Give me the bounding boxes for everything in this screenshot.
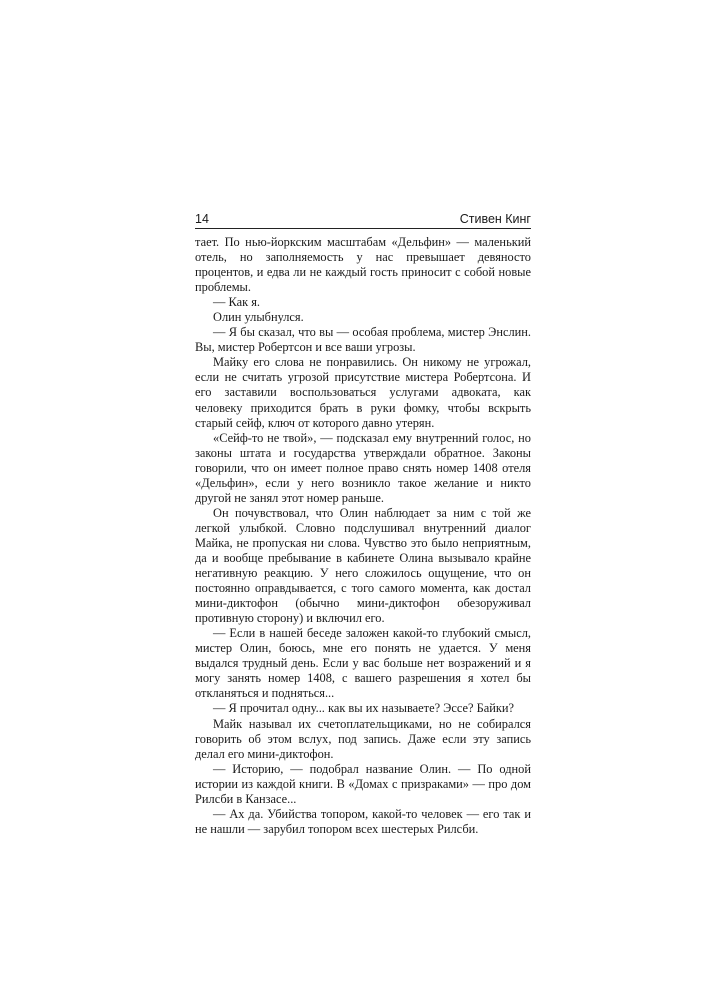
running-title: Стивен Кинг bbox=[459, 212, 531, 226]
page-number: 14 bbox=[195, 212, 209, 226]
paragraph: — Если в нашей беседе заложен какой-то глубокий смысл, мистер Олин, боюсь, мне его понять не удается. У меня выдался трудный день. Если у вас больше нет возражений и я могу занять номер 1408, с вашего разрешения я хотел бы откланяться и подняться... bbox=[195, 626, 531, 701]
paragraph: «Сейф-то не твой», — подсказал ему внутренний голос, но законы штата и государства утверждали обратное. Законы говорили, что он имеет полное право снять номер 1408 отеля «Дельфин», если у него возникло такое желание и никто другой не занял этот номер раньше. bbox=[195, 430, 531, 505]
paragraph: — Я прочитал одну... как вы их называете? Эссе? Байки? bbox=[213, 701, 515, 716]
paragraph: — Как я. bbox=[213, 295, 261, 310]
paragraph: — Я бы сказал, что вы — особая проблема, мистер Энслин. Вы, мистер Робертсон и все ваши угрозы. bbox=[195, 325, 531, 355]
paragraph: — Историю, — подобрал название Олин. — По одной истории из каждой книги. В «Домах с призраками» — про дом Рилсби в Канзасе... bbox=[195, 761, 531, 806]
body-text bbox=[195, 235, 531, 837]
paragraph: Он почувствовал, что Олин наблюдает за ним с той же легкой улыбкой. Словно подслушивал внутренний диалог Майка, не пропуская ни слова. Чувство это было неприятным, да и вообще пребывание в кабинете Олина вызывало крайне негативную реакцию. У него сложилось ощущение, что он постоянно оправдывается, с того самого момента, как достал мини-диктофон (обычно мини-диктофон обезоруживал противную сторону) и включил его. bbox=[195, 505, 531, 626]
running-header bbox=[195, 212, 531, 229]
book-page bbox=[195, 212, 531, 837]
paragraph: Олин улыбнулся. bbox=[213, 310, 304, 325]
paragraph: тает. По нью-йоркским масштабам «Дельфин» — маленький отель, но заполняемость у нас превышает девяносто процентов, и едва ли не каждый гость приносит с собой новые проблемы. bbox=[195, 235, 531, 295]
paragraph: Майк называл их счетоплательщиками, но не собирался говорить об этом вслух, под запись. Даже если эту запись делал его мини-диктофон. bbox=[195, 716, 531, 761]
paragraph: Майку его слова не понравились. Он никому не угрожал, если не считать угрозой присутствие мистера Робертсона. И его заставили воспользоваться услугами адвоката, как человеку приходится брать в руки фомку, чтобы вскрыть старый сейф, ключ от которого давно утерян. bbox=[195, 355, 531, 430]
paragraph: — Ах да. Убийства топором, какой-то человек — его так и не нашли — зарубил топором всех шестерых Рилсби. bbox=[195, 806, 531, 836]
